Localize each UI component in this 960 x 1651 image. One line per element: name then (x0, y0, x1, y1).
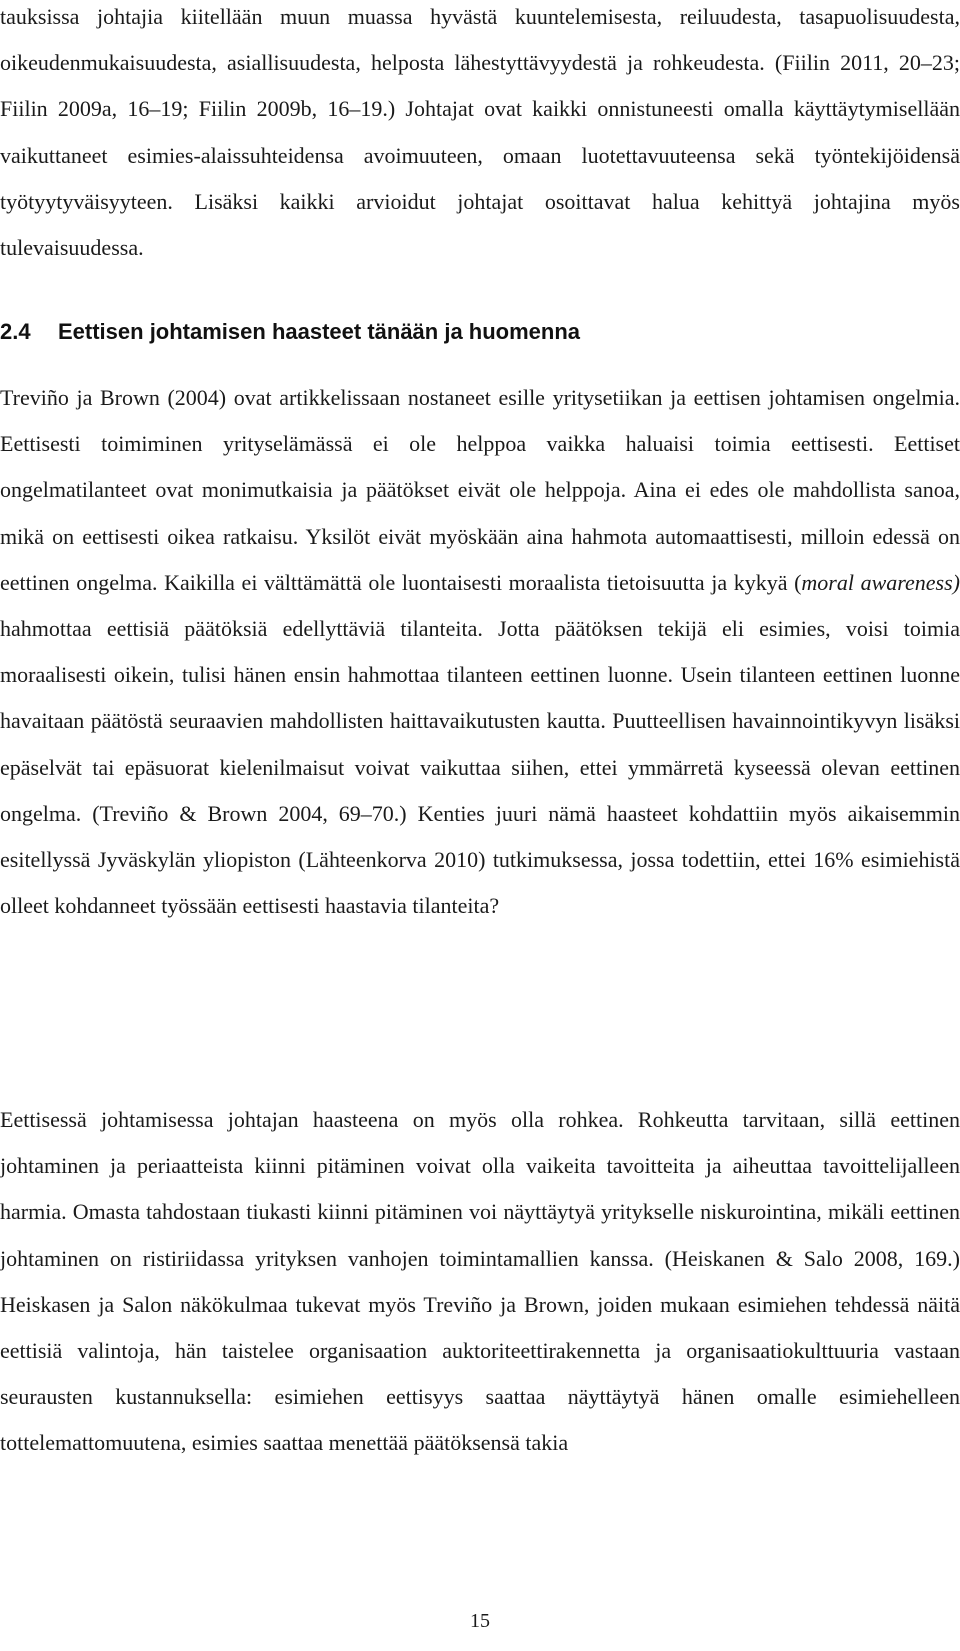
page-number: 15 (470, 1610, 490, 1632)
section-heading (0, 317, 580, 347)
paragraph-text-part-2: hahmottaa eettisiä päätöksiä edellyttäviä tilanteita. Jotta päätöksen tekijä eli esimies, voisi toimia moraalisesti oikein, tulisi hänen ensin hahmottaa tilanteen eettinen luonne. Usein tilanteen eettinen luonne havaitaan päätöstä seuraavien mahdollisten haittavaikutusten kautta. Puutteellisen havainnointikyvyn lisäksi epäselvät tai epäsuorat kielenilmaisut voivat vaikuttaa siihen, ettei ymmärretä kyseessä olevan eettinen ongelma. (Treviño & Brown 2004, 69–70.) Kenties juuri nämä haasteet kohdattiin myös aikaisemmin esitellyssä Jyväskylän yliopiston (Lähteenkorva 2010) tutkimuksessa, jossa todettiin, ettei 16% esimiehistä olleet kohdanneet työssään eettisesti haastavia tilanteita? (0, 616, 960, 919)
italic-term-moral-awareness: moral awareness) (801, 569, 960, 595)
section-title: Eettisen johtamisen haasteet tänään ja huomenna (58, 319, 581, 344)
paragraph-leadership-qualities: tauksissa johtajia kiitellään muun muassa hyvästä kuuntelemisesta, reiluudesta, tasapuolisuudesta, oikeudenmukaisuudesta, asiallisuudesta, helposta lähestyttävyydestä ja rohkeudesta. (Fiilin 2011, 20–23; Fiilin 2009a, 16–19; Fiilin 2009b, 16–19.) Johtajat ovat kaikki onnistuneesti omalla käyttäytymisellään vaikuttaneet esimies-alaissuhteidensa avoimuuteen, omaan luotettavuuteensa sekä työntekijöidensä työtyytyväisyyteen. Lisäksi kaikki arvioidut johtajat osoittavat halua kehittyä johtajina myös tulevaisuudessa. (0, 4, 960, 261)
section-number: 2.4 (0, 319, 31, 344)
paragraph-courage: Eettisessä johtamisessa johtajan haasteena on myös olla rohkea. Rohkeutta tarvitaan, sillä eettinen johtaminen ja periaatteista kiinni pitäminen voivat olla vaikeita tavoitteita ja aiheuttaa tavoittelijalleen harmia. Omasta tahdostaan tiukasti kiinni pitäminen voi näyttäytyä yritykselle niskurointina, mikäli eettinen johtaminen on ristiriidassa yrityksen vanhojen toimintamallien kanssa. (Heiskanen & Salo 2008, 169.) Heiskasen ja Salon näkökulmaa tukevat myös Treviño ja Brown, joiden mukaan esimiehen tehdessä näitä eettisiä valintoja, hän taistelee organisaation auktoriteettirakennetta ja organisaatiokulttuuria vastaan seurausten kustannuksella: esimiehen eettisyys saattaa näyttäytyä hänen omalle esimiehelleen tottelemattomuutena, esimies saattaa menettää päätöksensä takia (0, 1107, 960, 1456)
paragraph-text-part-1: Treviño ja Brown (2004) ovat artikkelissaan nostaneet esille yritysetiikan ja eettisen johtamisen ongelmia. Eettisesti toimiminen yrityselämässä ei ole helppoa vaikka haluaisi toimia eettisesti. Eettiset ongelmatilanteet ovat monimutkaisia ja päätökset eivät ole helppoja. Aina ei edes ole mahdollista sanoa, mikä on eettisesti oikea ratkaisu. Yksilöt eivät myöskään aina hahmota automaattisesti, milloin edessä on eettinen ongelma. Kaikilla ei välttämättä ole luontaisesti moraalista tietoisuutta ja kykyä ( (0, 385, 960, 595)
paragraph-ethical-challenges (0, 375, 960, 929)
